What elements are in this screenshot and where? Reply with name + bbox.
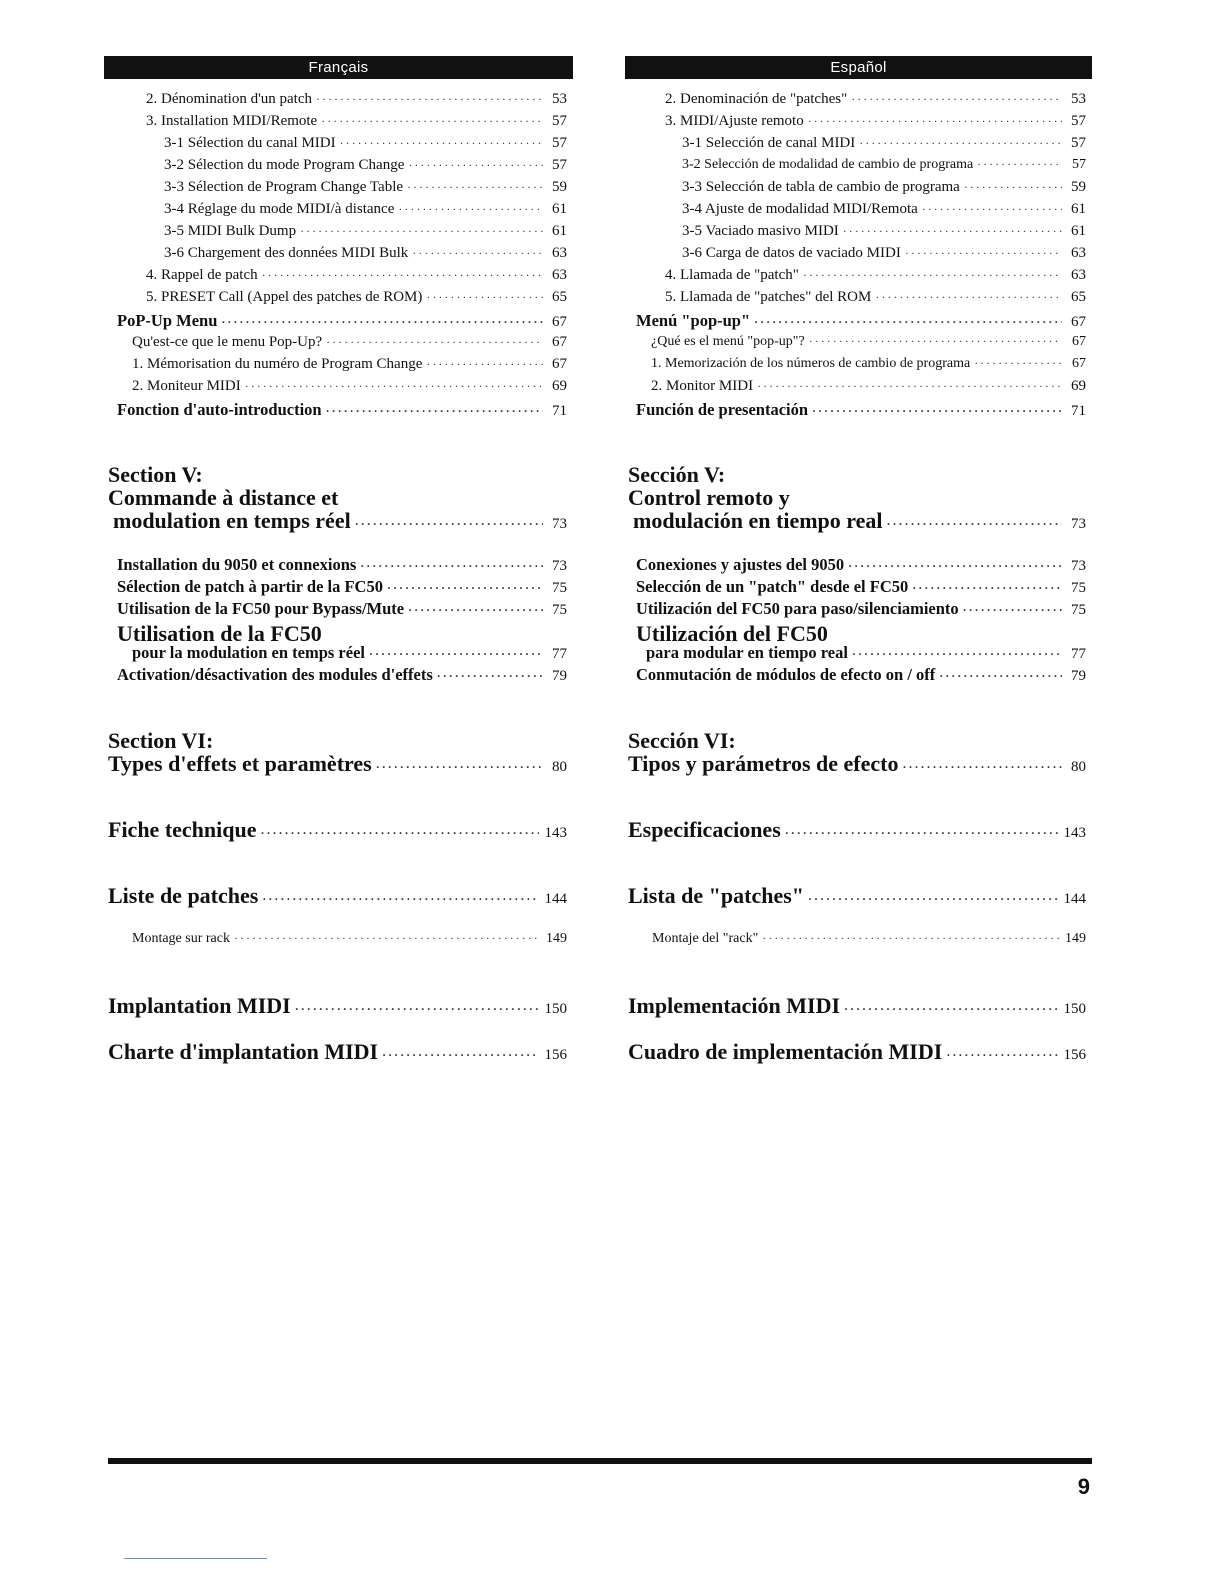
section-heading: Section V: (108, 462, 203, 487)
toc-entry[interactable]: 3-6 Carga de datos de vaciado MIDI ····· 63 (682, 245, 1086, 262)
toc-entry[interactable]: Fiche technique ····· 143 (108, 817, 567, 843)
toc-entry[interactable]: 2. Denominación de "patches" ····· 53 (665, 91, 1086, 108)
section-heading: Control remoto y (628, 485, 790, 510)
toc-entry[interactable]: Activation/désactivation des modules d'effets ····· 79 (117, 665, 567, 685)
page-number: 9 (1077, 1474, 1090, 1499)
toc-entry[interactable]: 3-1 Selección de canal MIDI ····· 57 (682, 135, 1086, 152)
toc-entry[interactable]: pour la modulation en temps réel ····· 77 (132, 643, 567, 663)
toc-entry[interactable]: 3-2 Selección de modalidad de cambio de programa ····· 57 (682, 157, 1086, 173)
toc-entry[interactable]: 3-5 Vaciado masivo MIDI ····· 61 (682, 223, 1086, 240)
section-heading: Sección VI: (628, 728, 736, 753)
toc-entry[interactable]: 3. MIDI/Ajuste remoto ····· 57 (665, 113, 1086, 130)
toc-entry[interactable]: 1. Mémorisation du numéro de Program Change ····· 67 (132, 356, 567, 373)
toc-entry[interactable]: Conmutación de módulos de efecto on / off ····· 79 (636, 665, 1086, 685)
column-espanol (625, 56, 1092, 1076)
toc-entry[interactable]: modulation en temps réel ····· 73 (113, 508, 567, 534)
toc-entry[interactable]: Selección de un "patch" desde el FC50 ····· 75 (636, 577, 1086, 597)
language-header-francais: Français (104, 56, 573, 79)
section-heading: Commande à distance et (108, 485, 339, 510)
toc-entry[interactable]: 3-6 Chargement des données MIDI Bulk ····· 63 (164, 245, 567, 262)
toc-entry[interactable]: 4. Llamada de "patch" ····· 63 (665, 267, 1086, 284)
toc-entry[interactable]: 2. Monitor MIDI ····· 69 (651, 378, 1086, 395)
toc-entry[interactable]: Lista de "patches" ····· 144 (628, 883, 1086, 909)
toc-entry[interactable]: 5. PRESET Call (Appel des patches de ROM) ····· 65 (146, 289, 567, 306)
section-heading: Section VI: (108, 728, 214, 753)
toc-entry[interactable]: Utilización del FC50 para paso/silenciamiento ····· 75 (636, 599, 1086, 619)
column-francais (104, 56, 573, 1076)
toc-entry[interactable]: Implantation MIDI ····· 150 (108, 993, 567, 1019)
toc-entry[interactable]: 3-2 Sélection du mode Program Change ····· 57 (164, 157, 567, 174)
toc-entry[interactable]: 3-1 Sélection du canal MIDI ····· 57 (164, 135, 567, 152)
toc-entry[interactable]: Función de presentación ····· 71 (636, 400, 1086, 420)
toc-entry[interactable]: 2. Moniteur MIDI ····· 69 (132, 378, 567, 395)
toc-entry[interactable]: 1. Memorización de los números de cambio de programa ····· 67 (651, 356, 1086, 372)
toc-entry[interactable]: modulación en tiempo real ····· 73 (633, 508, 1086, 534)
language-header-espanol: Español (625, 56, 1092, 79)
decorative-line (124, 1558, 267, 1559)
toc-entry[interactable]: Cuadro de implementación MIDI ····· 156 (628, 1039, 1086, 1065)
toc-entry[interactable]: 4. Rappel de patch ····· 63 (146, 267, 567, 284)
toc-entry[interactable]: Charte d'implantation MIDI ····· 156 (108, 1039, 567, 1065)
toc-entry[interactable]: 3. Installation MIDI/Remote ····· 57 (146, 113, 567, 130)
footer-rule (108, 1458, 1092, 1464)
toc-entry[interactable]: 3-4 Ajuste de modalidad MIDI/Remota ····· 61 (682, 201, 1086, 218)
toc-entry[interactable]: Montaje del "rack" ····· 149 (652, 931, 1086, 947)
toc-entry[interactable]: Montage sur rack ····· 149 (132, 931, 567, 947)
toc-entry[interactable]: Utilisation de la FC50 pour Bypass/Mute ····· 75 (117, 599, 567, 619)
toc-entry[interactable]: 3-3 Sélection de Program Change Table ····· 59 (164, 179, 567, 196)
toc-entry[interactable]: 3-4 Réglage du mode MIDI/à distance ····· 61 (164, 201, 567, 218)
toc-entry[interactable]: Types d'effets et paramètres ····· 80 (108, 751, 567, 777)
toc-entry[interactable]: PoP-Up Menu ····· 67 (117, 311, 567, 331)
section-heading: Sección V: (628, 462, 726, 487)
toc-entry[interactable]: Sélection de patch à partir de la FC50 ····· 75 (117, 577, 567, 597)
toc-entry[interactable]: Liste de patches ····· 144 (108, 883, 567, 909)
toc-entry[interactable]: 3-5 MIDI Bulk Dump ····· 61 (164, 223, 567, 240)
toc-entry-label: Utilización del FC50 (636, 621, 828, 646)
toc-entry[interactable]: Especificaciones ····· 143 (628, 817, 1086, 843)
toc-entry-label: Utilisation de la FC50 (117, 621, 322, 646)
toc-entry[interactable]: Tipos y parámetros de efecto ····· 80 (628, 751, 1086, 777)
toc-entry[interactable]: Qu'est-ce que le menu Pop-Up? ····· 67 (132, 334, 567, 351)
toc-entry[interactable]: Conexiones y ajustes del 9050 ····· 73 (636, 555, 1086, 575)
toc-entry[interactable]: Installation du 9050 et connexions ····· 73 (117, 555, 567, 575)
toc-entry[interactable]: Menú "pop-up" ····· 67 (636, 311, 1086, 331)
toc-entry[interactable]: para modular en tiempo real ····· 77 (646, 643, 1086, 663)
toc-entry[interactable]: 2. Dénomination d'un patch ····· 53 (146, 91, 567, 108)
toc-entry[interactable]: 3-3 Selección de tabla de cambio de programa ····· 59 (682, 179, 1086, 196)
toc-entry[interactable]: 5. Llamada de "patches" del ROM ····· 65 (665, 289, 1086, 306)
toc-entry[interactable]: Fonction d'auto-introduction ····· 71 (117, 400, 567, 420)
toc-entry[interactable]: Implementación MIDI ····· 150 (628, 993, 1086, 1019)
toc-entry[interactable]: ¿Qué es el menú "pop-up"? ····· 67 (651, 334, 1086, 350)
